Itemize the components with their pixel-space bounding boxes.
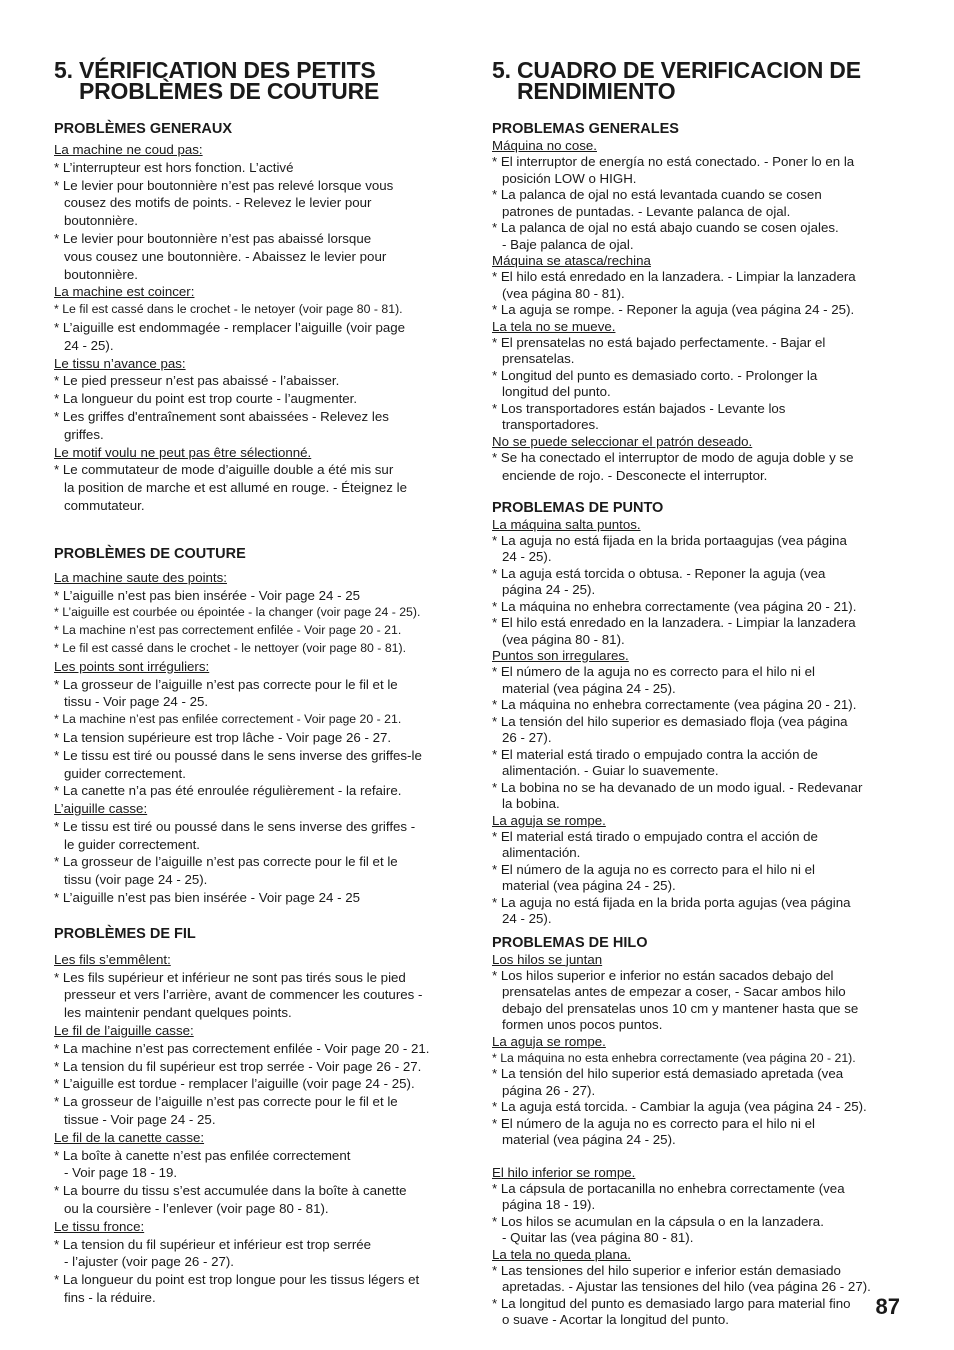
list-item: * La aguja no está fijada en la brida portaagujas (vea página [492,532,847,548]
list-item: * Los transportadores están bajados - Levante los [492,400,786,416]
list-item-cont: ou la coursière - l’enlever (voir page 80 - 81). [64,1201,329,1217]
list-item: * La máquina no esta enhebra correctamente (vea página 20 - 21). [492,1050,856,1065]
list-item-cont: material (vea página 24 - 25). [502,1132,676,1147]
list-item-cont: boutonnière. [64,266,138,282]
list-item-cont: apretadas. - Ajustar las tensiones del hilo (vea página 26 - 27). [502,1279,871,1294]
list-item-cont: commutateur. [64,497,145,513]
list-item: * La grosseur de l’aiguille n’est pas correcte pour le fil et le [54,854,398,870]
list-item: * La grosseur de l’aiguille n’est pas correcte pour le fil et le [54,676,398,692]
list-item-cont: la position de marche et est allumé en rouge. - Éteignez le [64,480,407,496]
list-item-cont: griffes. [64,426,104,442]
list-item: * El interruptor de energía no está conectado. - Poner lo en la [492,154,855,169]
list-item-cont: 24 - 25). [502,549,552,564]
list-item: * Los hilos superior e inferior no están sacados debajo del [492,967,834,983]
list-item: * La tensión del hilo superior está demasiado apretada (vea [492,1066,844,1081]
problem-label: Le tissu n’avance pas: [54,355,186,371]
list-item: * La canette n’a pas été enroulée régulièrement - la refaire. [54,783,402,799]
list-item: * La tension du fil supérieur est trop serrée - Voir page 26 - 27. [54,1058,422,1074]
list-item: * La bourre du tissu s’est accumulée dans la boîte à canette [54,1183,407,1199]
list-item-cont: - Baje palanca de ojal. [502,236,634,252]
section-heading: PROBLEMAS DE PUNTO [492,499,664,516]
problem-label: La machine est coincer: [54,284,195,300]
list-item: * La bobina no se ha devanado de un modo igual. - Redevanar [492,779,863,795]
problem-label: No se puede seleccionar el patrón deseado. [492,433,753,449]
list-item-cont: página 26 - 27). [502,1082,596,1098]
list-item: * La cápsula de portacanilla no enhebra correctamente (vea [492,1180,845,1196]
list-item-cont: - l’ajuster (voir page 26 - 27). [64,1254,234,1270]
list-item: * L’aiguille n’est pas bien insérée - Voir page 24 - 25 [54,587,361,603]
problem-label: Le motif voulu ne peut pas être sélectionné. [54,444,312,460]
list-item: * La longitud del punto es demasiado largo para material fino [492,1295,851,1311]
list-item: * La machine n’est pas enfilée correctement - Voir page 20 - 21. [54,712,402,727]
problem-label: Les points sont irréguliers: [54,658,210,674]
section-heading: PROBLEMAS GENERALES [492,121,679,137]
list-item-cont: boutonnière. [64,213,138,229]
problem-label: Los hilos se juntan [492,951,603,967]
section-heading: PROBLÈMES DE COUTURE [54,545,246,562]
section-heading: PROBLÈMES GENERAUX [54,121,233,137]
list-item: * La aguja está torcida o obtusa. - Reponer la aguja (vea [492,565,826,581]
list-item-cont: alimentación. - Guiar lo suavemente. [502,763,719,778]
list-item-cont: página 18 - 19). [502,1197,596,1212]
problem-label: L’aiguille casse: [54,801,148,817]
list-item: * L’aiguille est tordue - remplacer l’aiguille (voir page 24 - 25). [54,1076,415,1092]
list-item: * La tension du fil supérieur et inférieur est trop serrée [54,1236,372,1252]
column-spanish [492,57,904,1329]
list-item: * Le levier pour boutonnière n’est pas relevé lorsque vous [54,177,394,193]
page-title-spanish: 5. CUADRO DE VERIFICACION DE RENDIMIENTO [492,57,861,104]
problem-label: Le tissu fronce: [54,1218,145,1234]
list-item-cont: guider correctement. [64,765,186,781]
list-item-cont: debajo del prensatelas unos 10 cm y mantener hasta que se [502,1000,859,1016]
problem-label: Máquina no cose. [492,138,597,153]
column-french [54,57,464,1307]
list-item-cont: formen unos pocos puntos. [502,1017,663,1032]
problem-label: La aguja se rompe. [492,812,606,828]
list-item-cont: les maintenir pendant quelques points. [64,1005,292,1021]
list-item: * Los hilos se acumulan en la cápsula o en la lanzadera. [492,1213,824,1229]
problem-label: El hilo inferior se rompe. [492,1164,636,1180]
list-item-cont: le guider correctement. [64,836,200,852]
problem-label: La aguja se rompe. [492,1033,606,1049]
list-item: * El número de la aguja no es correcto para el hilo ni el [492,861,816,877]
section-heading: PROBLEMAS DE HILO [492,934,648,951]
problem-label: Les fils s’emmêlent: [54,951,171,967]
list-item-cont: (vea página 80 - 81). [502,631,625,647]
list-item-cont: 26 - 27). [502,730,552,745]
list-item: * La aguja no está fijada en la brida porta agujas (vea página [492,894,851,910]
list-item: * La longueur du point est trop longue pour les tissus légers et [54,1272,420,1288]
list-item: * L’aiguille n’est pas bien insérée - Voir page 24 - 25 [54,890,361,906]
list-item-cont: longitud del punto. [502,384,611,399]
list-item: * Le commutateur de mode d’aiguille double a été mis sur [54,462,394,478]
list-item: * La longueur du point est trop courte - l’augmenter. [54,391,358,407]
list-item: * El material está tirado o empujado contra el acción de [492,828,818,844]
list-item: * Le levier pour boutonnière n’est pas abaissé lorsque [54,230,372,246]
list-item-cont: - Voir page 18 - 19. [64,1165,178,1181]
problem-label: Máquina se atasca/rechina [492,253,651,268]
list-item: * La boîte à canette n’est pas enfilée correctement [54,1147,351,1163]
list-item-cont: tissu - Voir page 24 - 25. [64,694,209,710]
section-heading: PROBLÈMES DE FIL [54,925,196,942]
list-item-cont: prensatelas antes de empezar a coser, - Sacar ambos hilo [502,984,846,999]
list-item: * Les griffes d'entraînement sont abaissées - Relevez les [54,408,389,424]
list-item: * Le tissu est tiré ou poussé dans le sens inverse des griffes - [54,818,416,834]
list-item-cont: material (vea página 24 - 25). [502,680,676,696]
problem-label: Le fil de l’aiguille casse: [54,1023,194,1039]
list-item-cont: fins - la réduire. [64,1290,156,1306]
list-item-cont: - Quitar las (vea página 80 - 81). [502,1230,694,1245]
list-item: * La máquina no enhebra correctamente (vea página 20 - 21). [492,697,857,712]
list-item-cont: 24 - 25). [502,911,552,926]
list-item: * La máquina no enhebra correctamente (vea página 20 - 21). [492,598,857,614]
problem-label: La machine ne coud pas: [54,142,203,157]
page-title-french: 5. VÉRIFICATION DES PETITS PROBLÈMES DE COUTURE [54,57,380,104]
list-item: * Le fil est cassé dans le crochet - le nettoyer (voir page 80 - 81). [54,640,407,655]
list-item: * La palanca de ojal no está levantada cuando se cosen [492,187,822,202]
list-item-cont: material (vea página 24 - 25). [502,878,676,893]
problem-label: La machine saute des points: [54,569,227,585]
problem-label: Le fil de la canette casse: [54,1129,205,1145]
list-item: * El hilo está enredado en la lanzadera. - Limpiar la lanzadera [492,269,856,284]
list-item-cont: presseur et vers l’arrière, avant de commencer les coutures - [64,987,423,1003]
list-item-cont: cousez des motifs de points. - Relevez le levier pour [64,195,372,211]
list-item-cont: tissue - Voir page 24 - 25. [64,1112,216,1128]
problem-label: La máquina salta puntos. [492,516,641,532]
list-item: * La machine n’est pas correctement enfilée - Voir page 20 - 21. [54,623,402,638]
list-item: * Le fil est cassé dans le crochet - le netoyer (voir page 80 - 81). [54,302,403,317]
list-item: * El hilo está enredado en la lanzadera. - Limpiar la lanzadera [492,615,856,630]
list-item: * El material está tirado o empujado contra la acción de [492,746,818,762]
list-item: * Longitud del punto es demasiado corto. - Prolonger la [492,367,818,383]
list-item-cont: prensatelas. [502,351,575,366]
list-item: * Le pied presseur n’est pas abaissé - l’abaisser. [54,373,340,389]
list-item: * La aguja se rompe. - Reponer la aguja (vea página 24 - 25). [492,302,855,317]
list-item: * El número de la aguja no es correcto para el hilo ni el [492,664,816,679]
page-number: 87 [875,1294,900,1319]
list-item: * L’interrupteur est hors fonction. L’activé [54,159,294,175]
list-item: * El prensatelas no está bajado perfectamente. - Bajar el [492,334,826,350]
list-item: * La grosseur de l’aiguille n’est pas correcte pour le fil et le [54,1094,398,1110]
list-item: * Les fils supérieur et inférieur ne sont pas tirés sous le pied [54,969,406,985]
problem-label: La tela no queda plana. [492,1246,632,1262]
list-item-cont: enciende de rojo. - Desconecte el interruptor. [502,468,768,483]
list-item: * L’aiguille est endommagée - remplacer l’aiguille (voir page [54,319,406,335]
list-item: * El número de la aguja no es correcto para el hilo ni el [492,1115,816,1131]
problem-label: Puntos son irregulares. [492,648,629,663]
list-item-cont: transportadores. [502,417,599,432]
problem-label: La tela no se mueve. [492,318,616,334]
list-item: * Se ha conectado el interruptor de modo de aguja doble y se [492,449,854,465]
list-item-cont: (vea página 80 - 81). [502,285,625,301]
list-item-cont: o suave - Acortar la longitud del punto. [502,1312,729,1327]
list-item-cont: 24 - 25). [64,337,114,353]
list-item-cont: patrones de puntadas. - Levante palanca de ojal. [502,203,791,219]
list-item-cont: página 24 - 25). [502,582,596,597]
list-item-cont: tissu (voir page 24 - 25). [64,872,208,888]
list-item: * La machine n’est pas correctement enfilée - Voir page 20 - 21. [54,1040,430,1056]
list-item-cont: vous cousez une boutonnière. - Abaissez le levier pour [64,248,387,264]
list-item-cont: posición LOW o HIGH. [502,170,637,186]
list-item: * Las tensiones del hilo superior e inferior están demasiado [492,1262,841,1278]
list-item: * La palanca de ojal no está abajo cuando se cosen ojales. [492,220,839,235]
list-item: * L’aiguille est courbée ou épointée - la changer (voir page 24 - 25). [54,605,421,620]
list-item: * La tensión del hilo superior es demasiado floja (vea página [492,713,848,729]
list-item: * Le tissu est tiré ou poussé dans le sens inverse des griffes-le [54,747,422,763]
list-item-cont: la bobina. [502,796,560,811]
list-item-cont: alimentación. [502,845,581,860]
list-item: * La tension supérieure est trop lâche - Voir page 26 - 27. [54,729,392,745]
list-item: * La aguja está torcida. - Cambiar la aguja (vea página 24 - 25). [492,1099,867,1114]
